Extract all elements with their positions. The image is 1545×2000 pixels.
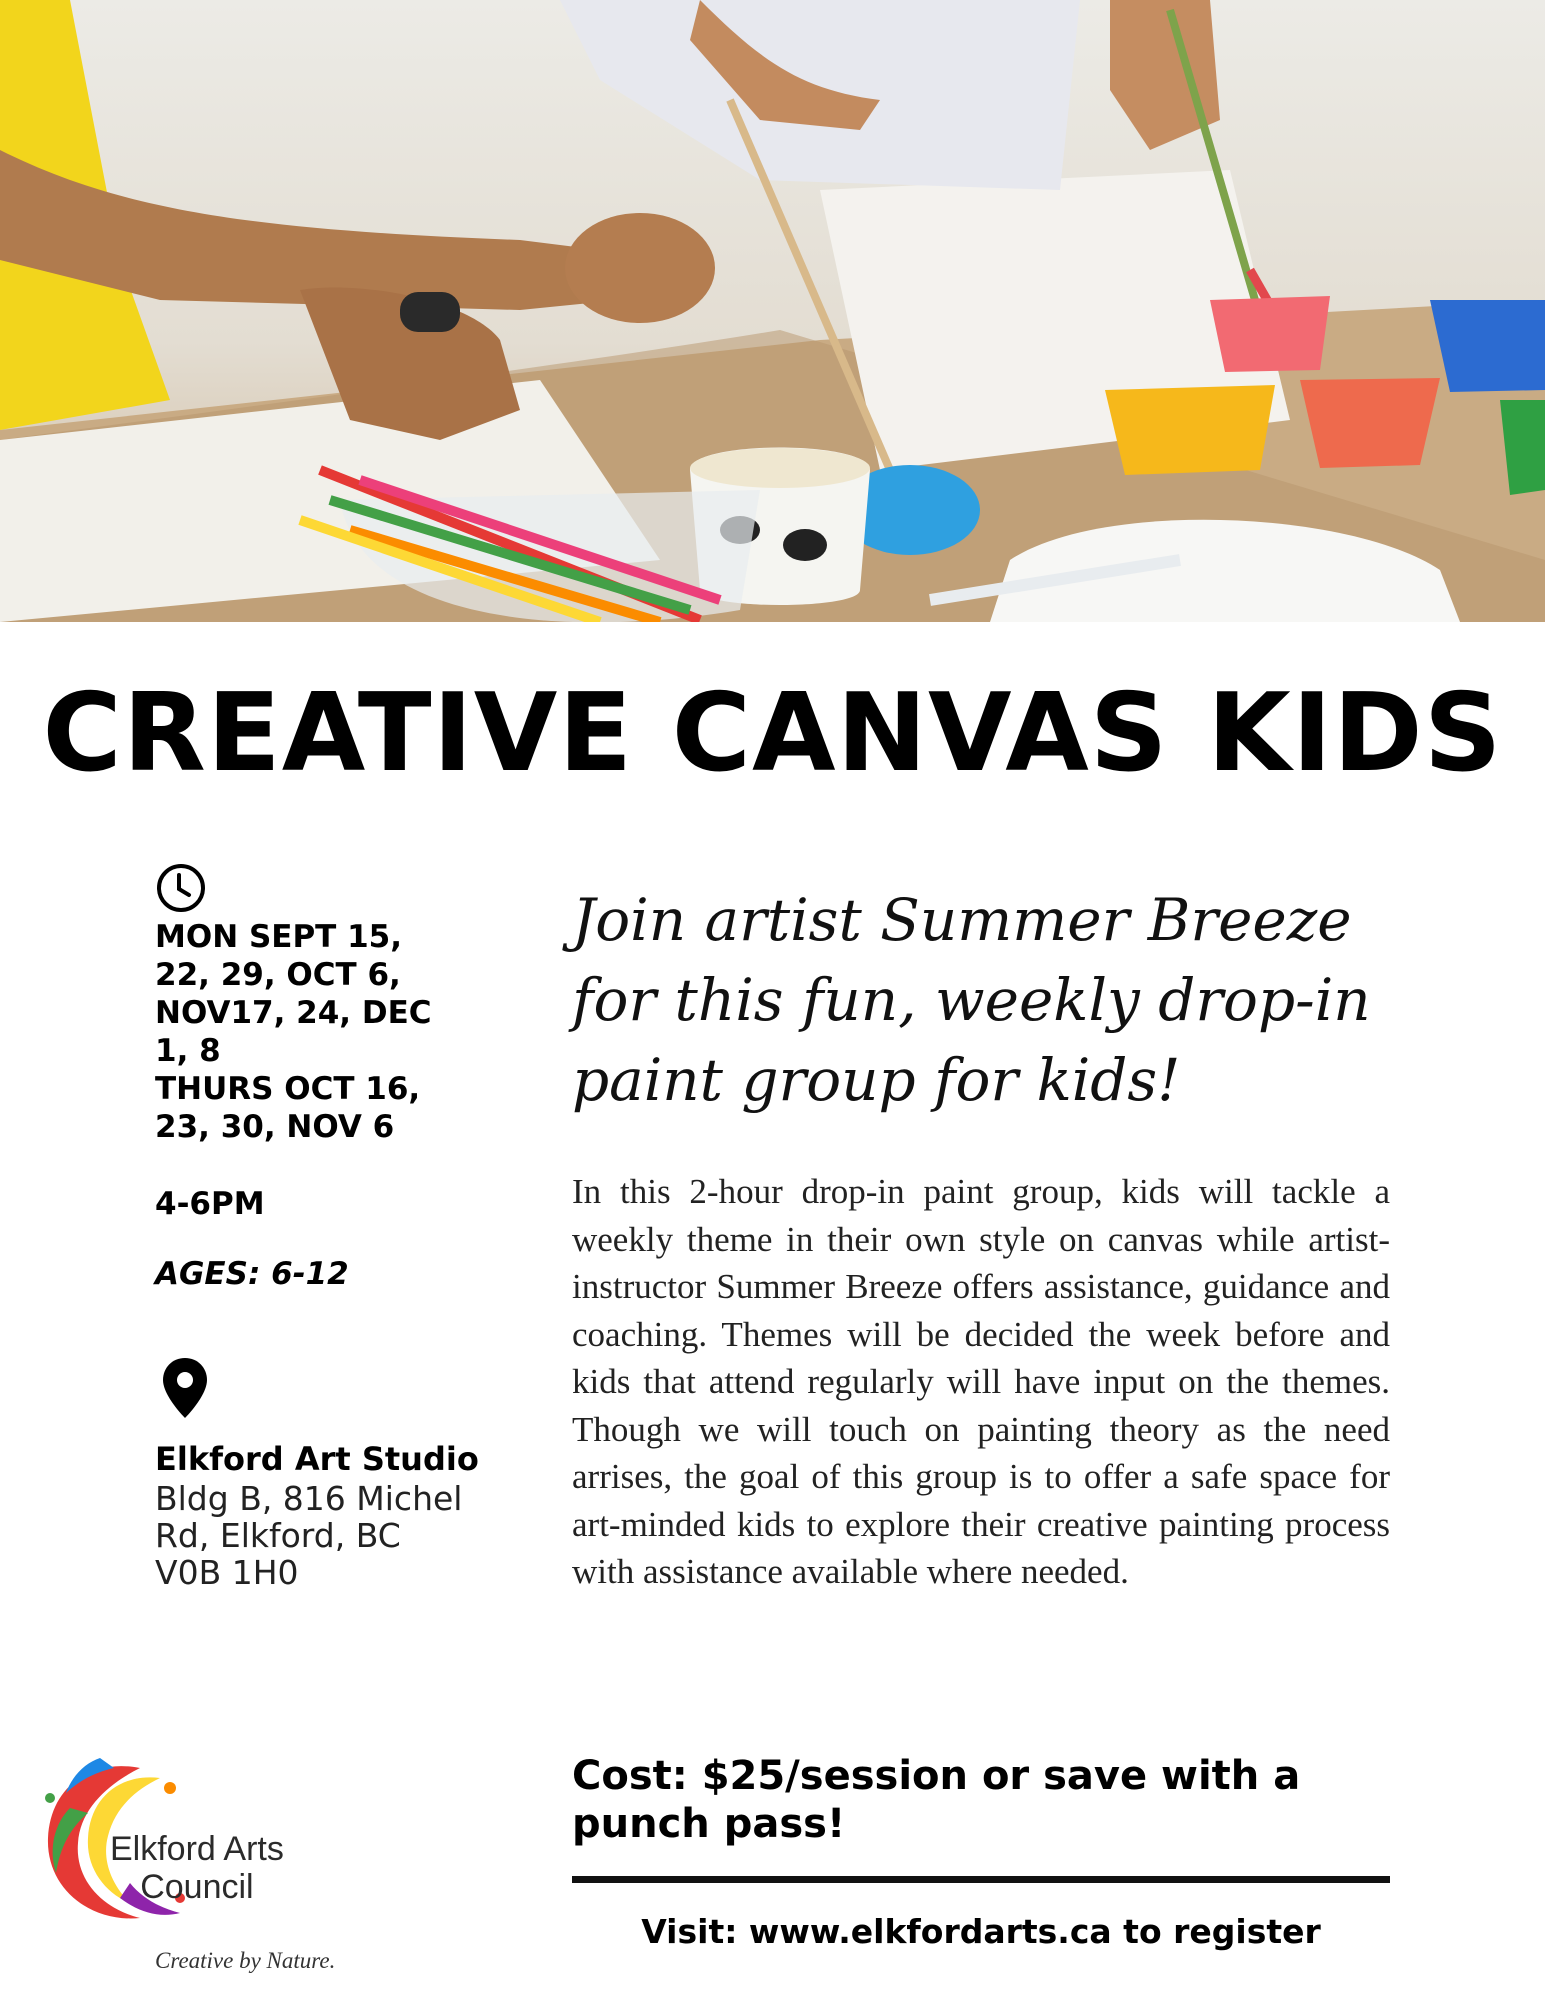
kids-painting-illustration <box>0 0 1545 622</box>
event-tagline: Join artist Summer Breeze for this fun, weekly drop-in paint group for kids! <box>572 886 1371 1114</box>
venue-address: Bldg B, 816 Michel Rd, Elkford, BC V0B 1H0 <box>155 1479 463 1592</box>
event-ages: AGES: 6-12 <box>155 1256 349 1292</box>
page-title: CREATIVE CANVAS KIDS <box>42 671 1503 796</box>
event-dates: MON SEPT 15, 22, 29, OCT 6, NOV17, 24, DEC 1, 8 THURS OCT 16, 23, 30, NOV 6 <box>155 919 432 1145</box>
map-pin-icon <box>161 1356 209 1420</box>
organization-tagline: Creative by Nature. <box>155 1948 336 1973</box>
organization-logo <box>20 1748 350 1988</box>
venue-name: Elkford Art Studio <box>155 1440 479 1478</box>
event-details <box>155 862 495 1591</box>
clock-icon <box>155 862 207 914</box>
divider <box>572 1876 1390 1883</box>
event-time: 4-6PM <box>155 1186 265 1222</box>
event-description: In this 2-hour drop-in paint group, kids will tackle a weekly theme in their own style on canvas while artist-instructor Summer Breeze offers assistance, guidance and coaching. Themes will be decided the week before and kids that attend regularly will have input on the themes. Though we will touch on painting theory as the need arrises, the goal of this group is to offer a safe space for art-minded kids to explore their creative painting process with assistance available where needed. <box>572 1172 1390 1591</box>
hero-photo <box>0 0 1545 622</box>
event-cost: Cost: $25/session or save with a punch pass! <box>572 1753 1301 1847</box>
register-link[interactable]: Visit: www.elkfordarts.ca to register <box>641 1912 1321 1951</box>
organization-name: Elkford Arts Council <box>110 1830 284 1906</box>
